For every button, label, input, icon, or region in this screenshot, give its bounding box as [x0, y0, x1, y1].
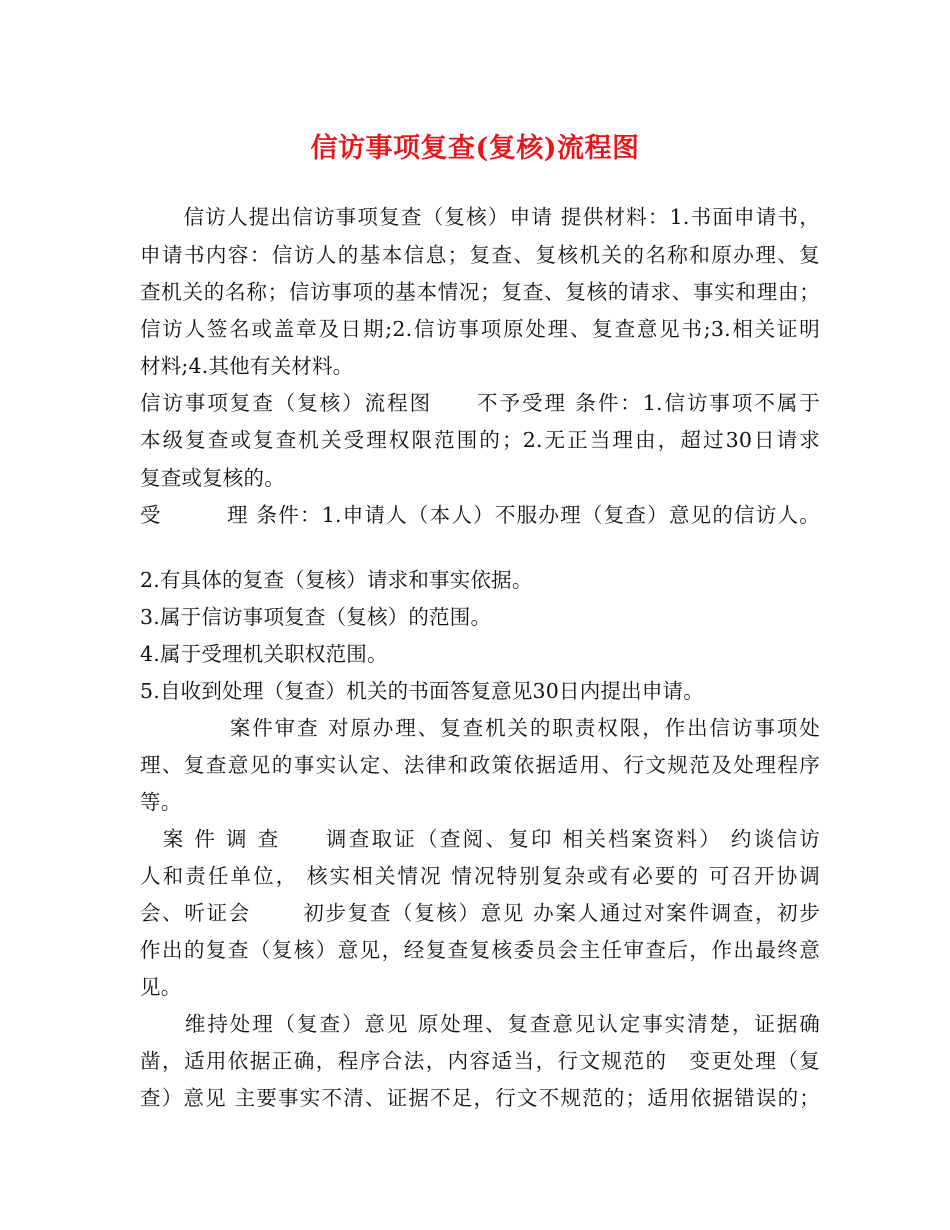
paragraph-line: 信访人提出信访事项复查（复核）申请 提供材料：1.书面申请书， — [140, 205, 820, 229]
paragraph-line: 见。 — [140, 975, 182, 999]
paragraph-line: 申请书内容：信访人的基本信息；复查、复核机关的名称和原办理、复 — [140, 243, 820, 267]
paragraph-line: 人和责任单位， 核实相关情况 情况特别复杂或有必要的 可召开协调 — [140, 864, 820, 888]
paragraph-line: 信访事项复查（复核）流程图 不予受理 条件：1.信访事项不属于 — [140, 391, 820, 415]
paragraph-line: 5.自收到处理（复查）机关的书面答复意见30日内提出申请。 — [140, 679, 704, 703]
paragraph-line: 查）意见 主要事实不清、证据不足，行文不规范的；适用依据错误的； — [140, 1086, 820, 1110]
paragraph-line: 信访人签名或盖章及日期;2.信访事项原处理、复查意见书;3.相关证明 — [140, 317, 820, 341]
paragraph-line: 凿，适用依据正确，程序合法，内容适当，行文规范的 变更处理（复 — [140, 1049, 820, 1073]
paragraph-line: 案 件 调 查 调查取证（查阅、复印 相关档案资料） 约谈信访 — [140, 827, 820, 851]
paragraph-line: 3.属于信访事项复查（复核）的范围。 — [140, 605, 492, 629]
paragraph-line: 作出的复查（复核）意见，经复查复核委员会主任审查后，作出最终意 — [140, 938, 820, 962]
paragraph-line: 理、复查意见的事实认定、法律和政策依据适用、行文规范及处理程序 — [140, 753, 820, 777]
paragraph-line: 2.有具体的复查（复核）请求和事实依据。 — [140, 568, 533, 592]
paragraph-line: 4.属于受理机关职权范围。 — [140, 642, 388, 666]
paragraph-line: 查机关的名称；信访事项的基本情况；复查、复核的请求、事实和理由； — [140, 280, 820, 304]
document-title: 信访事项复查(复核)流程图 — [310, 133, 640, 164]
paragraph-line: 本级复查或复查机关受理权限范围的；2.无正当理由，超过30日请求 — [140, 428, 820, 452]
paragraph-line: 会、听证会 初步复查（复核）意见 办案人通过对案件调查，初步 — [140, 901, 820, 925]
paragraph-line: 维持处理（复查）意见 原处理、复查意见认定事实清楚，证据确 — [140, 1012, 820, 1036]
paragraph-line: 受 理 条件：1.申请人（本人）不服办理（复查）意见的信访人。 — [140, 503, 820, 527]
paragraph-line: 等。 — [140, 790, 182, 814]
paragraph-line: 材料;4.其他有关材料。 — [140, 354, 354, 378]
paragraph-line: 复查或复核的。 — [140, 466, 285, 490]
paragraph-line: 案件审查 对原办理、复查机关的职责权限，作出信访事项处 — [140, 716, 820, 740]
